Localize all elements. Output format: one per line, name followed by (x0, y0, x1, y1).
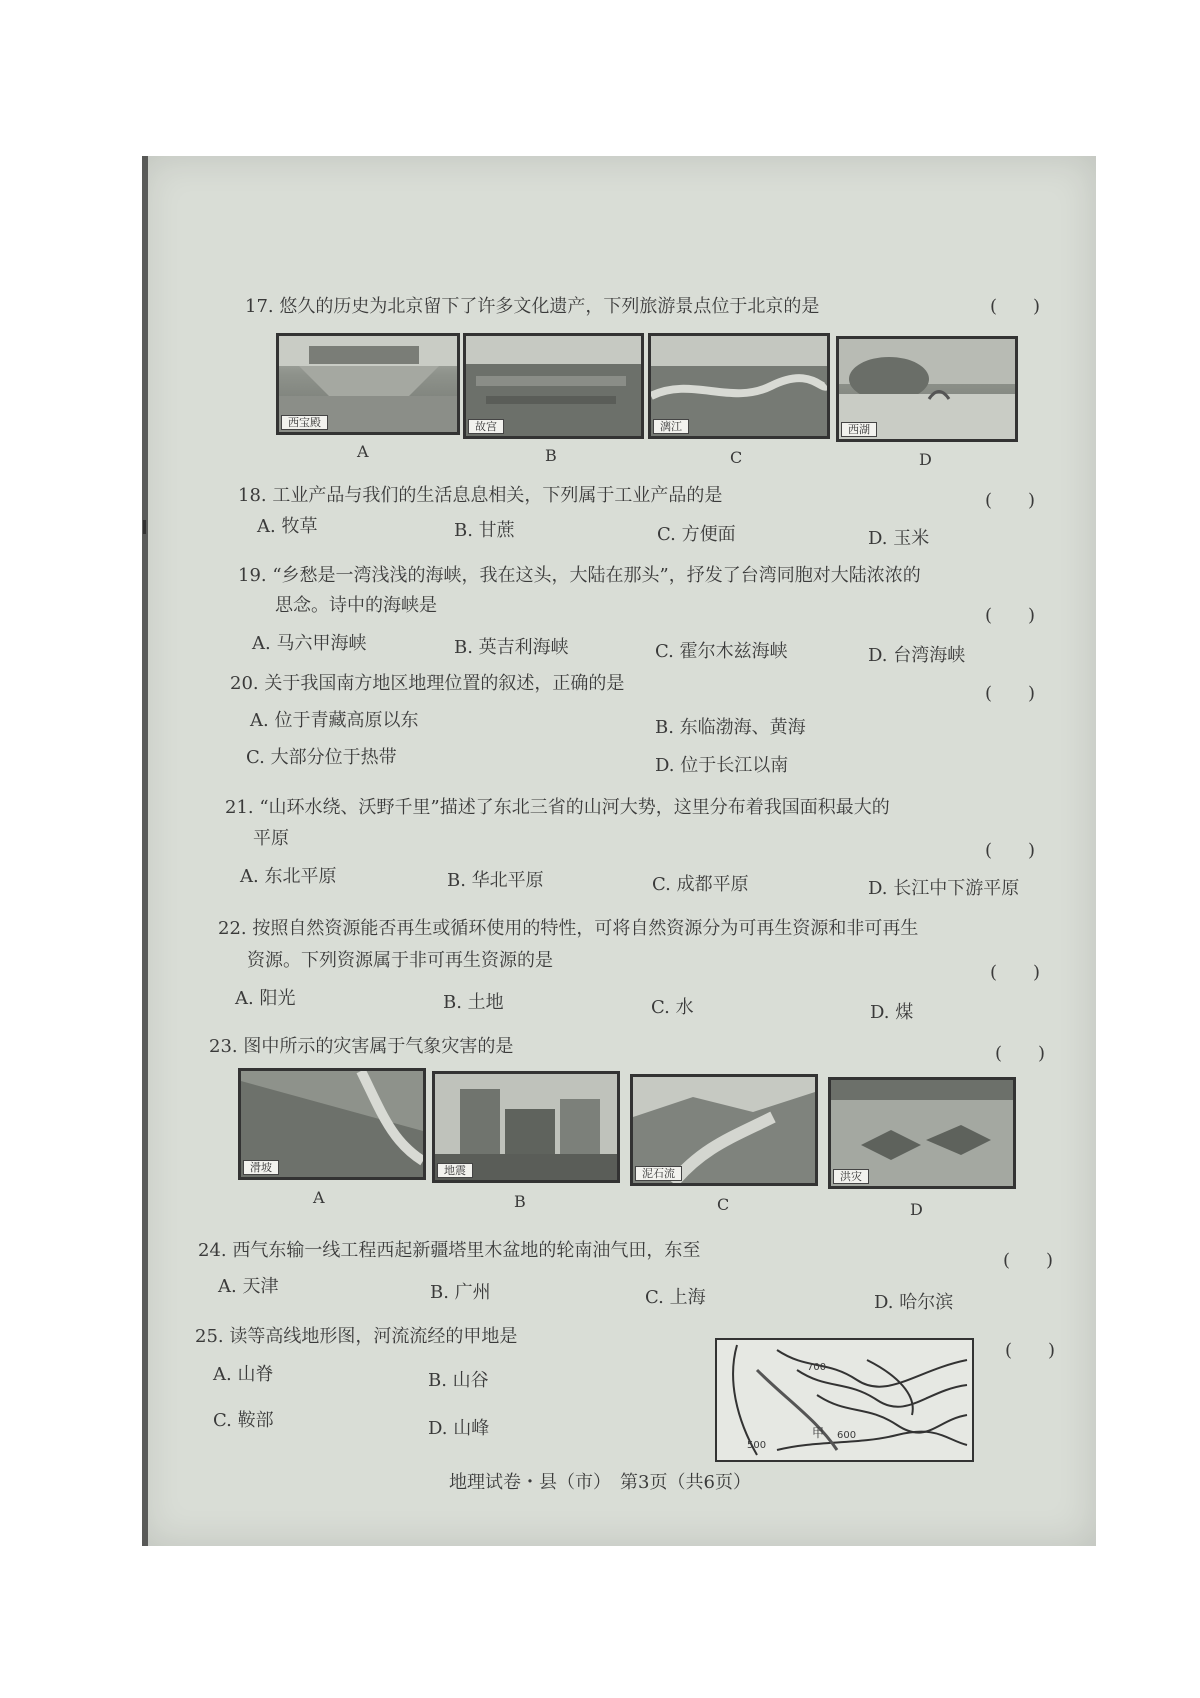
q25-option-d[interactable]: D. 山峰 (428, 1418, 490, 1439)
paper-edge-shadow (142, 156, 148, 1546)
q19-line1: 19. “乡愁是一湾浅浅的海峡，我在这头，大陆在那头”，抒发了台湾同胞对大陆浓浓的 (238, 565, 921, 586)
q22-line1: 22. 按照自然资源能否再生或循环使用的特性，可将自然资源分为可再生资源和非可再生 (218, 918, 919, 939)
q21-option-c[interactable]: C. 成都平原 (652, 874, 749, 895)
q25-answer-paren[interactable]: ( ) (1005, 1340, 1056, 1361)
q23-letter-a: A (313, 1188, 325, 1207)
q18-answer-paren[interactable]: ( ) (985, 490, 1036, 511)
q19-option-a[interactable]: A. 马六甲海峡 (252, 633, 367, 654)
stray-mark (143, 520, 146, 534)
q17-text: 17. 悠久的历史为北京留下了许多文化遗产，下列旅游景点位于北京的是 (245, 296, 820, 317)
q19-option-c[interactable]: C. 霍尔木兹海峡 (655, 641, 788, 662)
q23-photo-c-tag: 泥石流 (635, 1166, 682, 1181)
q20-option-c[interactable]: C. 大部分位于热带 (246, 747, 397, 768)
q17-photo-b (463, 333, 644, 439)
q25-text: 25. 读等高线地形图，河流流经的甲地是 (195, 1326, 518, 1347)
q17-letter-b: B (545, 446, 557, 465)
q22-line2: 资源。下列资源属于非可再生资源的是 (247, 950, 553, 971)
q20-option-a[interactable]: A. 位于青藏高原以东 (250, 710, 419, 731)
q17-photo-a-tag: 西宝殿 (281, 415, 328, 430)
q21-option-b[interactable]: B. 华北平原 (447, 870, 544, 891)
q17-photo-a (276, 333, 460, 435)
q23-letter-c: C (717, 1195, 730, 1214)
q20-answer-paren[interactable]: ( ) (985, 683, 1036, 704)
q23-photo-b-tag: 地震 (437, 1163, 473, 1178)
q20-option-d[interactable]: D. 位于长江以南 (655, 755, 789, 776)
q21-option-d[interactable]: D. 长江中下游平原 (868, 878, 1020, 899)
q18-option-b[interactable]: B. 甘蔗 (454, 520, 515, 541)
q24-option-c[interactable]: C. 上海 (645, 1287, 706, 1308)
q17-letter-a: A (357, 442, 369, 461)
q23-photo-b (432, 1071, 620, 1183)
q25-option-b[interactable]: B. 山谷 (428, 1370, 489, 1391)
q17-photo-d-tag: 西湖 (841, 422, 877, 437)
q18-option-d[interactable]: D. 玉米 (868, 528, 930, 549)
q17-letter-d: D (919, 450, 932, 469)
q20-text: 20. 关于我国南方地区地理位置的叙述，正确的是 (230, 673, 625, 694)
q23-photo-d-tag: 洪灾 (833, 1169, 869, 1184)
q17-answer-paren[interactable]: ( ) (990, 296, 1041, 317)
q21-line1: 21. “山环水绕、沃野千里”描述了东北三省的山河大势，这里分布着我国面积最大的 (225, 797, 890, 818)
q20-option-b[interactable]: B. 东临渤海、黄海 (655, 717, 806, 738)
q21-option-a[interactable]: A. 东北平原 (240, 866, 337, 887)
q17-photo-b-tag: 故宫 (468, 419, 504, 434)
q21-answer-paren[interactable]: ( ) (985, 840, 1036, 861)
contour-map (715, 1338, 974, 1462)
q19-line2: 思念。诗中的海峡是 (275, 595, 437, 616)
q25-option-c[interactable]: C. 鞍部 (213, 1410, 274, 1431)
q24-text: 24. 西气东输一线工程西起新疆塔里木盆地的轮南油气田，东至 (198, 1240, 701, 1261)
q22-option-b[interactable]: B. 土地 (443, 992, 504, 1013)
map-label-700: 700 (807, 1362, 827, 1373)
q17-letter-c: C (730, 448, 743, 467)
q23-photo-a (238, 1068, 426, 1180)
q22-option-d[interactable]: D. 煤 (870, 1002, 914, 1023)
q18-option-a[interactable]: A. 牧草 (257, 516, 318, 537)
q25-option-a[interactable]: A. 山脊 (213, 1364, 274, 1385)
q24-answer-paren[interactable]: ( ) (1003, 1250, 1054, 1271)
q23-letter-d: D (910, 1200, 923, 1219)
q19-option-b[interactable]: B. 英吉利海峡 (454, 637, 569, 658)
q17-photo-d (836, 336, 1018, 442)
q23-answer-paren[interactable]: ( ) (995, 1043, 1046, 1064)
q17-photo-c (648, 333, 830, 439)
q19-answer-paren[interactable]: ( ) (985, 605, 1036, 626)
q24-option-d[interactable]: D. 哈尔滨 (874, 1292, 954, 1313)
map-label-500: 500 (747, 1440, 767, 1451)
q23-text: 23. 图中所示的灾害属于气象灾害的是 (209, 1036, 514, 1057)
q19-option-d[interactable]: D. 台湾海峡 (868, 645, 966, 666)
map-label-jia: 甲 (812, 1426, 825, 1440)
q17-photo-c-tag: 漓江 (653, 419, 689, 434)
q23-photo-a-tag: 滑坡 (243, 1160, 279, 1175)
q22-option-a[interactable]: A. 阳光 (235, 988, 296, 1009)
q22-option-c[interactable]: C. 水 (651, 997, 694, 1018)
q18-text: 18. 工业产品与我们的生活息息相关，下列属于工业产品的是 (238, 485, 723, 506)
q21-line2: 平原 (253, 828, 289, 849)
page-footer: 地理试卷・县（市） 第3页（共6页） (449, 1472, 751, 1493)
q18-option-c[interactable]: C. 方便面 (657, 524, 736, 545)
q23-letter-b: B (514, 1192, 526, 1211)
q24-option-a[interactable]: A. 天津 (218, 1276, 279, 1297)
q23-photo-c (630, 1074, 818, 1186)
q23-photo-d (828, 1077, 1016, 1189)
q22-answer-paren[interactable]: ( ) (990, 962, 1041, 983)
q24-option-b[interactable]: B. 广州 (430, 1282, 491, 1303)
map-label-600: 600 (837, 1430, 857, 1441)
